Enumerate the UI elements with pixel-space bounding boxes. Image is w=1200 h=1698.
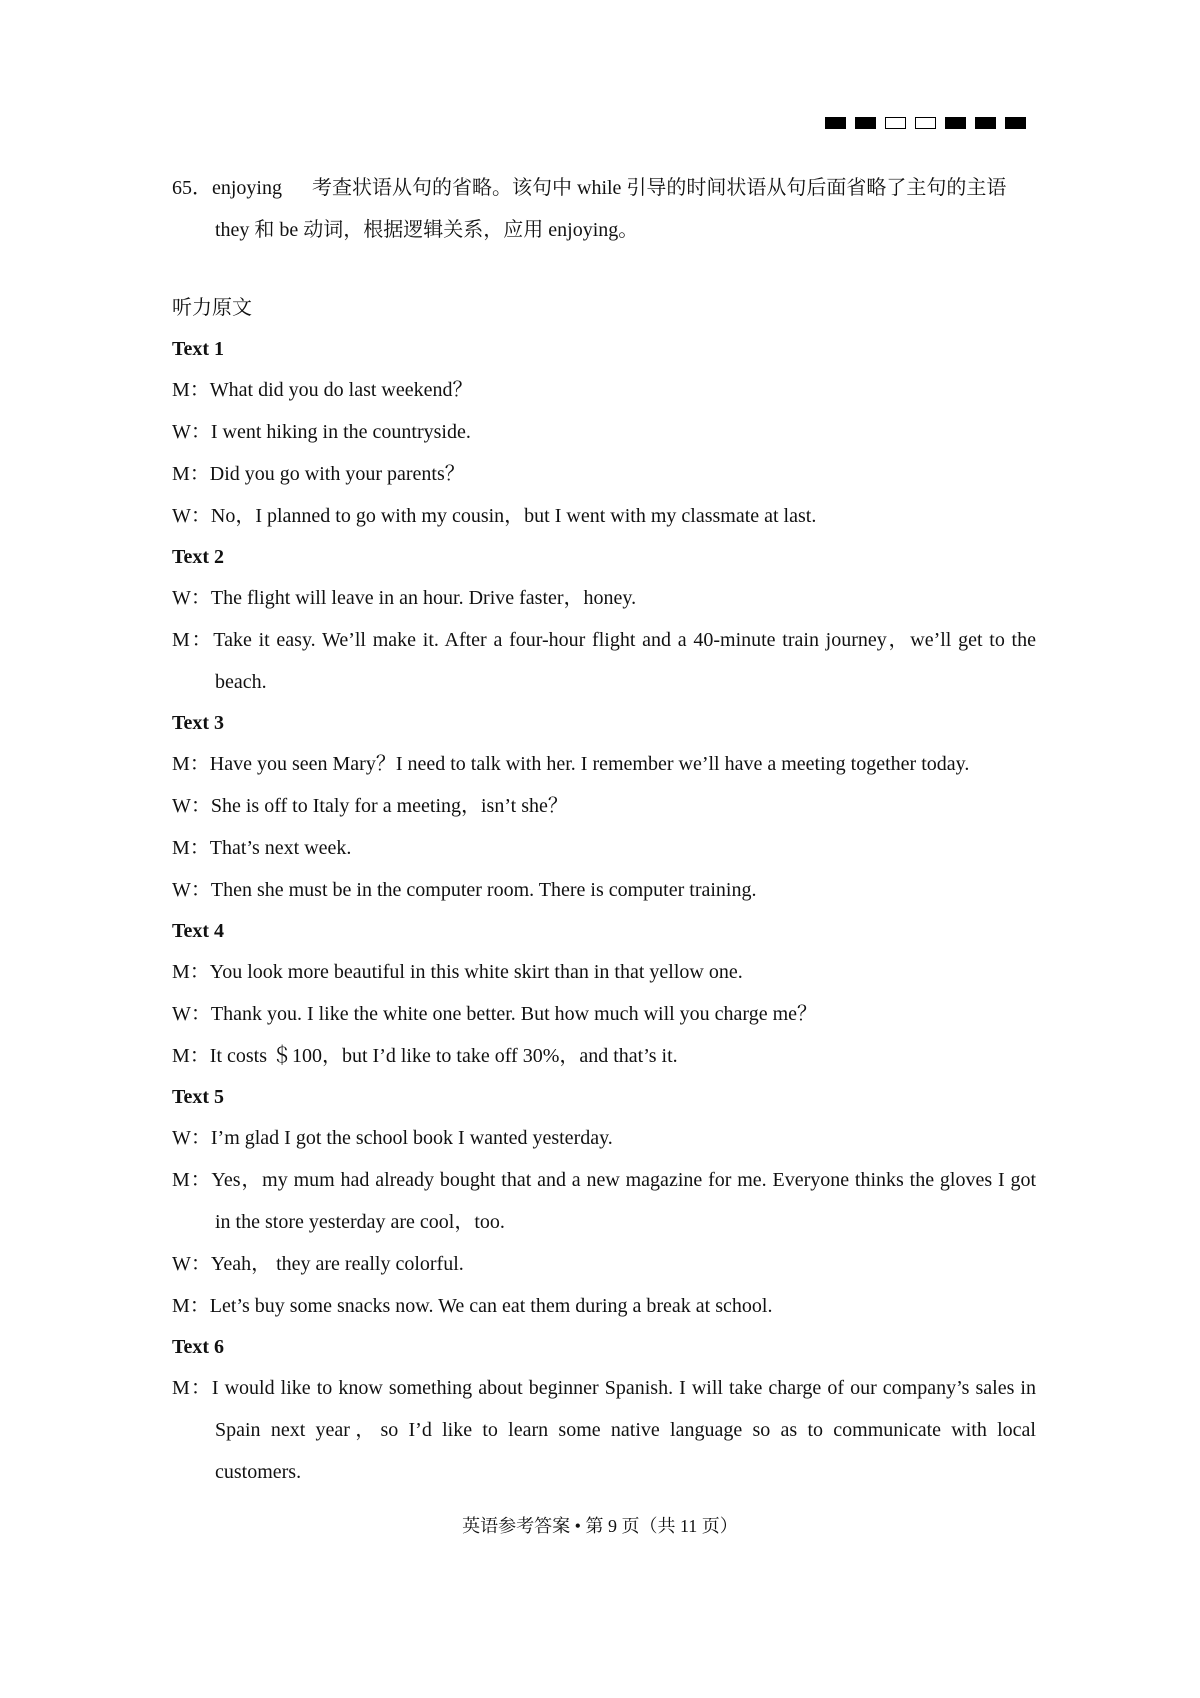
header-mark: [855, 117, 876, 129]
answer-number: 65．: [172, 177, 212, 199]
section-title: 听力原文: [172, 297, 252, 319]
dialog-line: M：It costs ＄100，but I’d like to take off 30%，and that’s it.: [172, 1045, 678, 1067]
dialog-line: M：Let’s buy some snacks now. We can eat them during a break at school.: [172, 1295, 773, 1317]
header-mark: [915, 117, 936, 129]
text-heading: Text 5: [172, 1086, 225, 1108]
text-heading: Text 1: [172, 338, 225, 360]
dialog-line: M：Take it easy. We’ll make it. After a four-hour flight and a 40-minute train journey，we’ll get to the beach.: [172, 629, 1036, 693]
text-heading: Text 3: [172, 712, 225, 734]
dialog-line: W：She is off to Italy for a meeting，isn’t she？: [172, 795, 568, 817]
text-heading: Text 4: [172, 920, 225, 942]
page-footer: 英语参考答案 • 第 9 页（共 11 页）: [462, 1516, 738, 1536]
answer-word: enjoying: [212, 177, 282, 199]
dialog-line: M：Yes，my mum had already bought that and a new magazine for me. Everyone thinks the gloves I got in the store yesterday are cool，too.: [172, 1169, 1036, 1233]
transcript: [172, 329, 1036, 1493]
header-mark: [1005, 117, 1026, 129]
text-heading: Text 2: [172, 546, 225, 568]
text-heading: Text 6: [172, 1336, 225, 1358]
page-content: [172, 167, 1036, 1493]
dialog-line: M：I would like to know something about beginner Spanish. I will take charge of our company’s sales in Spain next year，so I’d like to learn some native language so as to communicate with local customers.: [172, 1377, 1036, 1483]
dialog-line: W：No，I planned to go with my cousin，but I went with my classmate at last.: [172, 505, 817, 527]
dialog-line: W：I’m glad I got the school book I wanted yesterday.: [172, 1127, 613, 1149]
dialog-line: W：The flight will leave in an hour. Drive faster，honey.: [172, 587, 637, 609]
answer-65: [172, 167, 1036, 251]
dialog-line: W：I went hiking in the countryside.: [172, 421, 471, 443]
header-marks: [825, 117, 1026, 129]
header-mark: [945, 117, 966, 129]
header-mark: [885, 117, 906, 129]
header-mark: [825, 117, 846, 129]
dialog-line: W：Yeah， they are really colorful.: [172, 1253, 464, 1275]
dialog-line: W：Thank you. I like the white one better. But how much will you charge me？: [172, 1003, 818, 1025]
dialog-line: M：Did you go with your parents？: [172, 463, 465, 485]
dialog-line: W：Then she must be in the computer room. There is computer training.: [172, 879, 757, 901]
header-mark: [975, 117, 996, 129]
dialog-line: M：Have you seen Mary？I need to talk with her. I remember we’ll have a meeting together today.: [172, 753, 970, 775]
dialog-line: M：What did you do last weekend？: [172, 379, 473, 401]
dialog-line: M：You look more beautiful in this white skirt than in that yellow one.: [172, 961, 743, 983]
answer-explanation: 考查状语从句的省略。该句中 while 引导的时间状语从句后面省略了主句的主语 they 和 be 动词，根据逻辑关系，应用 enjoying。: [215, 177, 1007, 241]
dialog-line: M：That’s next week.: [172, 837, 352, 859]
